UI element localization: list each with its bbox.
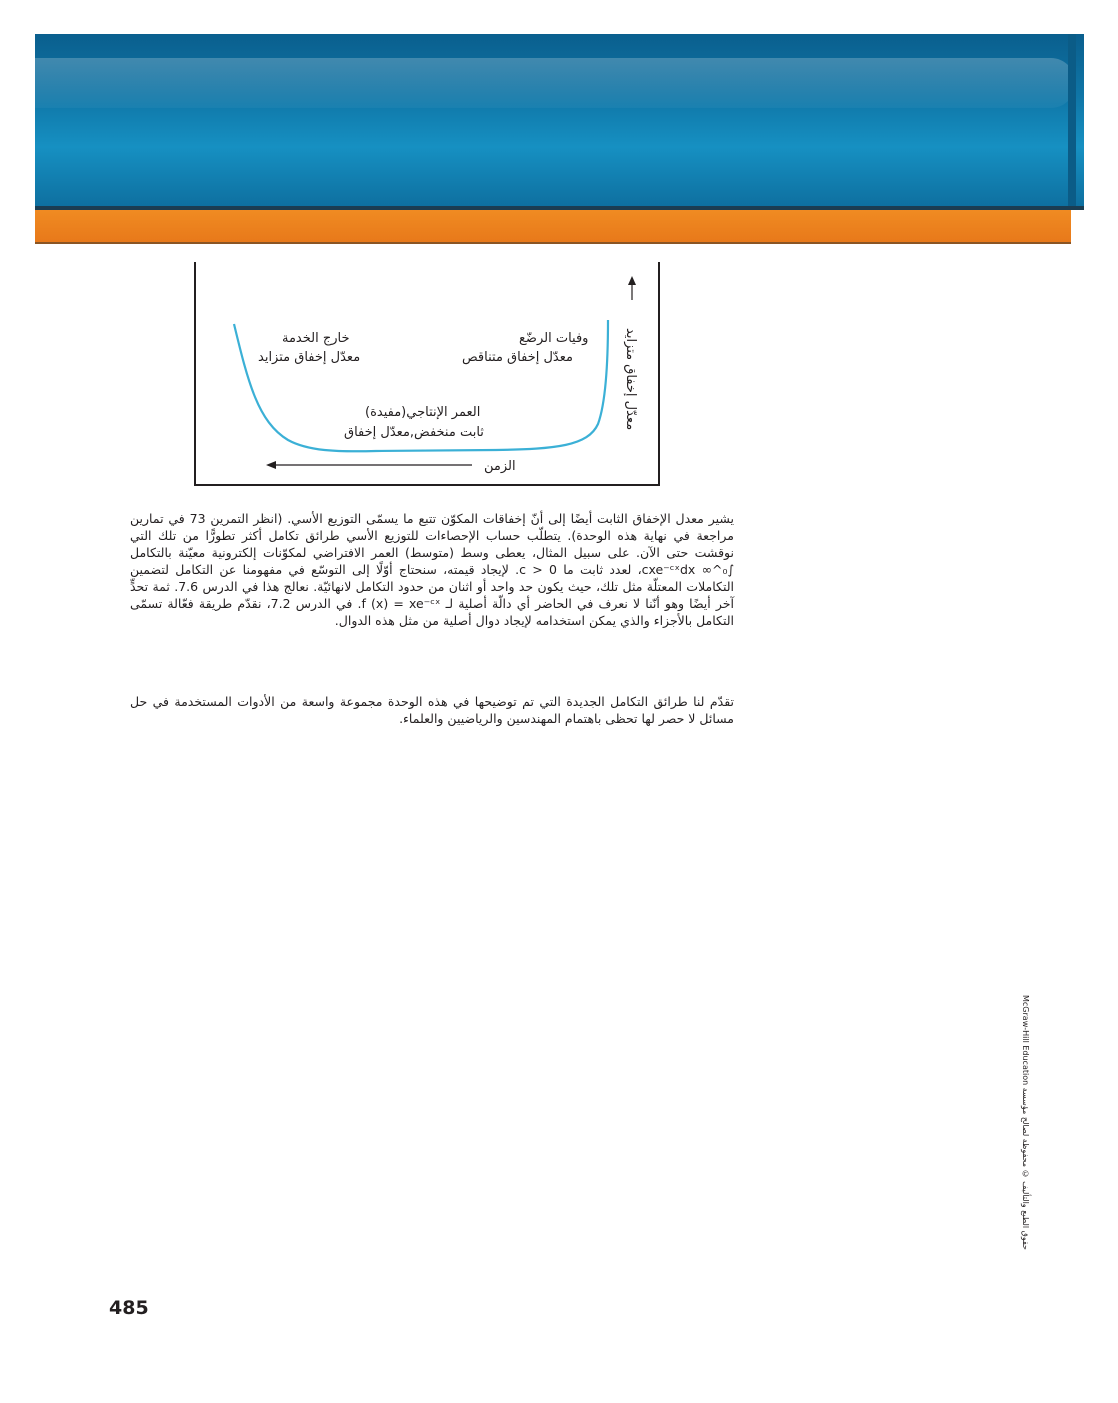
time-arrow-head bbox=[266, 461, 276, 469]
useful-life-title: العمر الإنتاجي(مفيدة) bbox=[365, 405, 481, 420]
failure-rate-figure bbox=[194, 262, 660, 486]
x-axis-label: الزمن bbox=[484, 459, 516, 474]
header-orange-underline bbox=[35, 242, 1071, 244]
paragraph-2: تقدّم لنا طرائق التكامل الجديدة التي تم توضيحها في هذه الوحدة مجموعة واسعة من الأدوات المستخدمة في حل مسائل لا حصر لها تحظى باهتمام المهندسين والرياضيين والعلماء. bbox=[130, 694, 734, 726]
wear-out-subtitle: معدّل إخفاق متزايد bbox=[258, 350, 361, 365]
useful-life-subtitle: ثابت منخفض,معدّل إخفاق bbox=[344, 425, 484, 440]
copyright-notice: حقوق الطبع والتأليف © محفوظة لصالح مؤسسة McGraw-Hill Education bbox=[1021, 995, 1030, 1250]
infant-mortality-title: وفيات الرضّع bbox=[519, 331, 589, 346]
page-number: 485 bbox=[109, 1297, 149, 1319]
paragraph-1: يشير معدل الإخفاق الثابت أيضًا إلى أنّ إخفاقات المكوّن تتبع ما يسمّى التوزيع الأسي. (انظر التمرين 73 في تمارين مراجعة في نهاية هذه الوحدة). يتطلّب حساب الإحصاءات للتوزيع الأسي طرائق تكامل أكثر تطورًّا من تلك التي نوقشت حتى الآن. على سبيل المثال، يعطى وسط (متوسط) العمر الافتراضي لمكوّنات إلكترونية معيّنة بالتكامل ∫₀^∞ cxe⁻ᶜˣdx، لعدد ثابت ما c > 0. لإيجاد قيمته، سنحتاج أوّلًا إلى التوسّع في مفهومنا عن التكامل لتضمين التكاملات المعتلّة مثل تلك، حيث يكون حد واحد أو اثنان من حدود التكامل لانهائيّة. نعالج هذا في الدرس 7.6. ثمة تحدٍّ آخر أيضًا وهو أنّنا لا نعرف في الحاضر أي دالّة أصلية لـ f (x) = xe⁻ᶜˣ. في الدرس 7.2، نقدّم طريقة فعّالة تسمّى التكامل بالأجزاء والذي يمكن استخدامه لإيجاد دوال أصلية من مثل هذه الدوال. bbox=[130, 511, 735, 628]
header-orange-band bbox=[35, 210, 1071, 242]
wear-out-title: خارج الخدمة bbox=[282, 331, 350, 346]
header-gloss bbox=[35, 58, 1075, 108]
infant-mortality-subtitle: معدّل إخفاق متناقص bbox=[462, 350, 573, 365]
y-axis-label: معدّل إخفاق متزايد bbox=[623, 327, 638, 430]
header-edge-strip bbox=[1068, 34, 1076, 208]
figure-graphics bbox=[196, 262, 658, 484]
